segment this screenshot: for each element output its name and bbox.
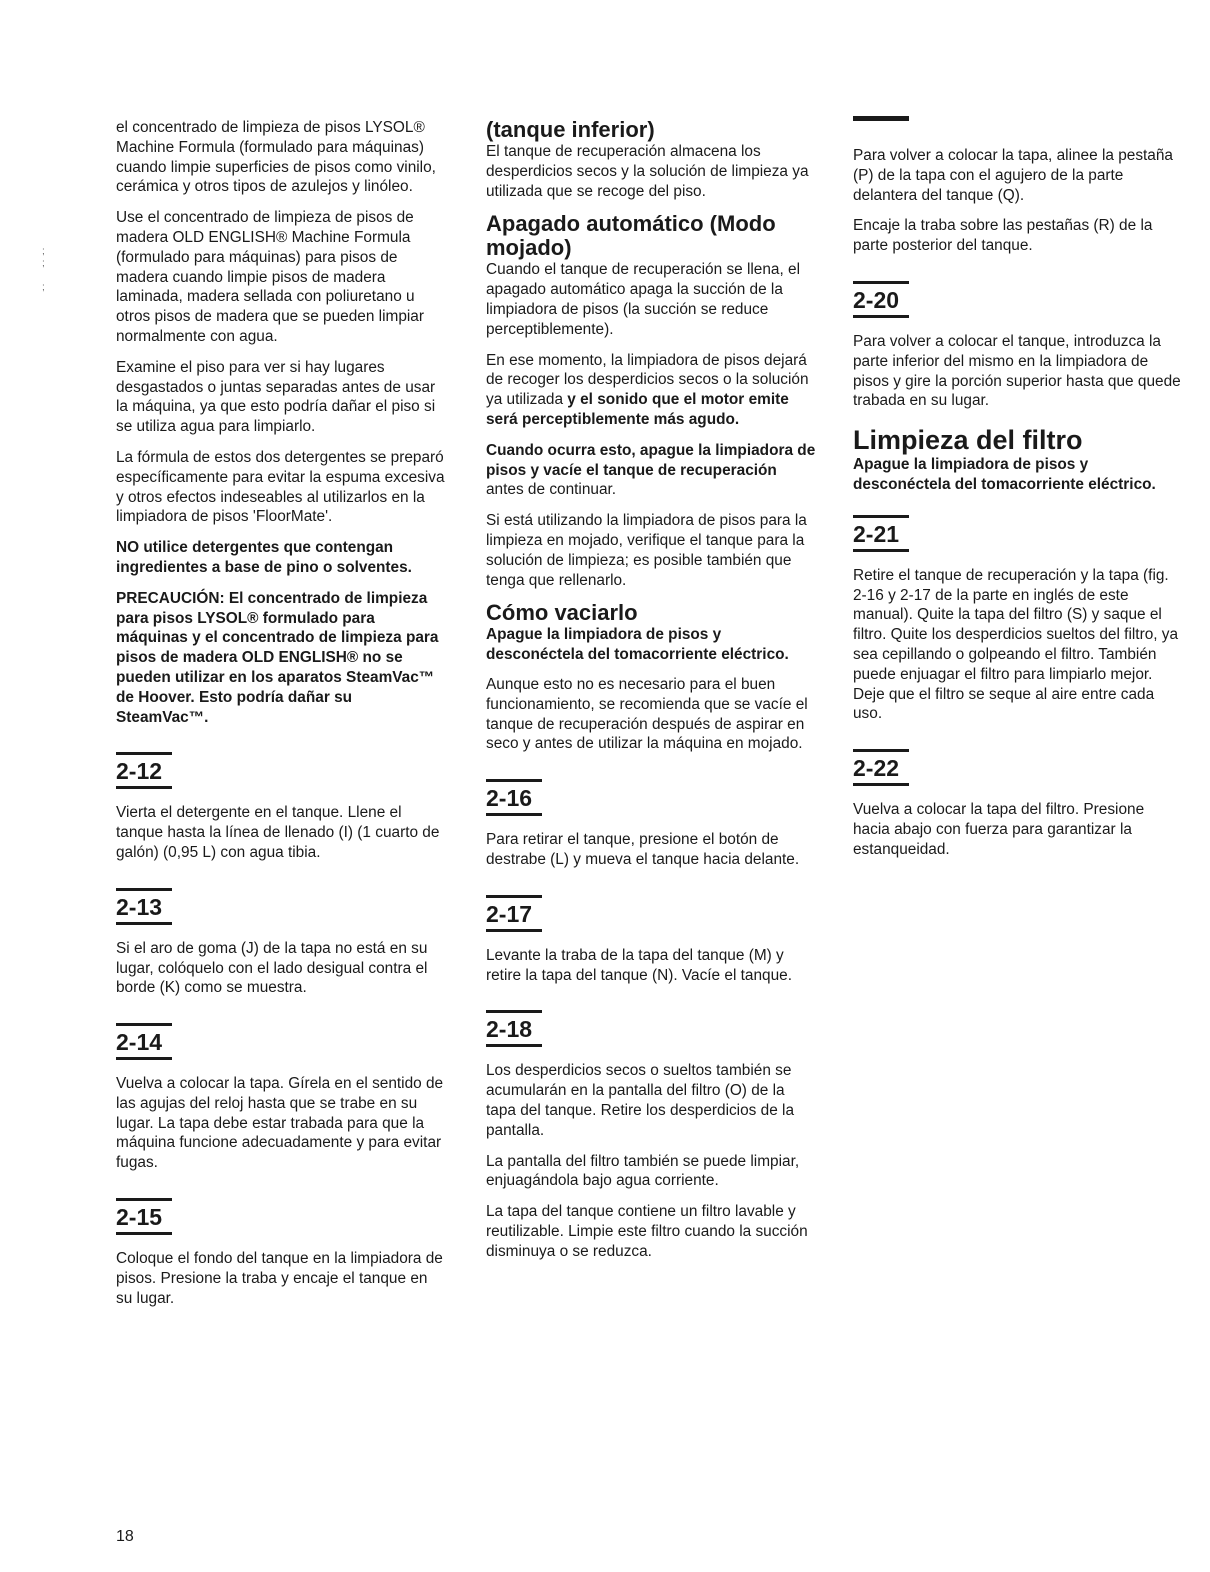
paragraph: Cuando el tanque de recuperación se llena, el apagado automático apaga la succión de la limpiadora de pisos (la succión se reduce perceptiblemente).: [486, 261, 801, 338]
column-middle: [486, 118, 816, 1272]
paragraph: Examine el piso para ver si hay lugares desgastados o juntas separadas antes de usar la máquina, ya que esto podría dañar el piso si se utiliza agua para limpiarlo.: [116, 358, 436, 436]
step-label-2-13: 2-13: [116, 888, 172, 925]
section-subheading: Apague la limpiadora de pisos y desconéctela del tomacorriente eléctrico.: [853, 456, 1156, 493]
paragraph: En ese momento, la limpiadora de pisos dejará de recoger los desperdicios secos o la solución ya utilizada y el sonido que el motor emite será perceptiblemente más agudo.: [486, 351, 809, 428]
section-heading-vaciar: Cómo vaciarlo: [486, 600, 638, 626]
paragraph: el concentrado de limpieza de pisos LYSOL® Machine Formula (formulado para máquinas) cuando limpie superficies de pisos como vinilo, cerámica y otros tipos de azulejos y linóleo.: [116, 119, 436, 196]
paragraph: La fórmula de estos dos detergentes se preparó específicamente para evitar la espuma excesiva y otros efectos indeseables al utilizarlos en la limpiadora de pisos 'FloorMate'.: [116, 448, 445, 526]
step-label-2-22: 2-22: [853, 749, 909, 786]
paragraph: Cuando ocurra esto, apague la limpiadora de pisos y vacíe el tanque de recuperación antes de continuar.: [486, 441, 816, 499]
step-label-2-18: 2-18: [486, 1010, 542, 1047]
section-subheading: Apague la limpiadora de pisos y desconéctela del tomacorriente eléctrico.: [486, 626, 789, 664]
section-heading-apagado: Apagado automático (Modo mojado): [486, 211, 776, 261]
step-text: Para retirar el tanque, presione el botón de destrabe (L) y mueva el tanque hacia delante.: [486, 831, 800, 868]
margin-marks: ; ; ;: [42, 246, 45, 293]
step-label-2-15: 2-15: [116, 1198, 172, 1235]
step-text: Retire el tanque de recuperación y la tapa (fig. 2-16 y 2-17 de la parte en inglés de este manual). Quite la tapa del filtro (S) y saque el filtro. Quite los desperdicios sueltos del filtro, ya sea cepillando o golpeando el filtro. También puede enjuagar el filtro para limpiarlo mejor. Deje que el filtro se seque al aire entre cada uso.: [853, 566, 1179, 723]
step-label-2-17: 2-17: [486, 895, 542, 932]
step-text: Levante la traba de la tapa del tanque (M) y retire la tapa del tanque (N). Vacíe el tanque.: [486, 946, 793, 984]
section-heading-filtro: Limpieza del filtro: [853, 425, 1083, 456]
step-text: Para volver a colocar la tapa, alinee la pestaña (P) de la tapa con el agujero de la parte delantera del tanque (Q).: [853, 147, 1173, 204]
section-heading-tanque: (tanque inferior): [486, 117, 655, 142]
step-text: Vierta el detergente en el tanque. Llene el tanque hasta la línea de llenado (I) (1 cuarto de galón) (0,95 L) con agua tibia.: [116, 804, 440, 861]
step-text: Vuelva a colocar la tapa. Gírela en el sentido de las agujas del reloj hasta que se trabe en su lugar. La tapa debe estar trabada para que la máquina funcione adecuadamente y para evitar fugas.: [116, 1075, 444, 1172]
column-left: [116, 118, 446, 1319]
step-text: Vuelva a colocar la tapa del filtro. Presione hacia abajo con fuerza para garantizar la estanqueidad.: [853, 801, 1145, 858]
step-text: Los desperdicios secos o sueltos también se acumularán en la pantalla del filtro (O) de la tapa del tanque. Retire los desperdicios de la pantalla.: [486, 1062, 795, 1139]
step-text: La pantalla del filtro también se puede limpiar, enjuagándola bajo agua corriente.: [486, 1152, 800, 1190]
step-text: Si el aro de goma (J) de la tapa no está en su lugar, colóquelo con el lado desigual contra el borde (K) como se muestra.: [116, 939, 428, 997]
paragraph: Use el concentrado de limpieza de pisos de madera OLD ENGLISH® Machine Formula (formulado para máquinas) para pisos de madera cuando limpie pisos de madera laminada, madera sellada con poliuretano u otros pisos de madera que se pueden limpiar normalmente con agua.: [116, 209, 424, 345]
caution-paragraph: PRECAUCIÓN: El concentrado de limpieza para pisos LYSOL® formulado para máquinas y el concentrado de limpieza para pisos de madera OLD ENGLISH® no se pueden utilizar en los aparatos SteamVac™ de Hoover. Esto podría dañar su SteamVac™.: [116, 589, 439, 726]
step-text: Encaje la traba sobre las pestañas (R) de la parte posterior del tanque.: [853, 217, 1153, 255]
step-text: La tapa del tanque contiene un filtro lavable y reutilizable. Limpie este filtro cuando la succión disminuya o se reduzca.: [486, 1203, 808, 1260]
step-text: Coloque el fondo del tanque en la limpiadora de pisos. Presione la traba y encaje el tanque en su lugar.: [116, 1250, 443, 1307]
step-label-2-14: 2-14: [116, 1023, 172, 1060]
step-label-2-20: 2-20: [853, 281, 909, 318]
step-label-2-12: 2-12: [116, 752, 172, 789]
paragraph: Aunque esto no es necesario para el buen funcionamiento, se recomienda que se vacíe el tanque de recuperación después de aspirar en seco y antes de utilizar la máquina en mojado.: [486, 675, 808, 753]
column-right: [853, 118, 1183, 871]
step-label-2-16: 2-16: [486, 779, 542, 816]
page-number: 18: [116, 1528, 134, 1545]
warning-paragraph: NO utilice detergentes que contengan ingredientes a base de pino o solventes.: [116, 539, 412, 576]
step-text: Para volver a colocar el tanque, introduzca la parte inferior del mismo en la limpiadora de pisos y gire la porción superior hasta que quede trabada en su lugar.: [853, 332, 1181, 410]
cut-off-step-label: [853, 118, 1183, 146]
paragraph: El tanque de recuperación almacena los desperdicios secos y la solución de limpieza ya utilizada que se recoge del piso.: [486, 143, 809, 200]
step-label-2-21: 2-21: [853, 515, 909, 552]
paragraph: Si está utilizando la limpiadora de pisos para la limpieza en mojado, verifique el tanque para la solución de limpieza; es posible también que tenga que rellenarlo.: [486, 512, 807, 589]
